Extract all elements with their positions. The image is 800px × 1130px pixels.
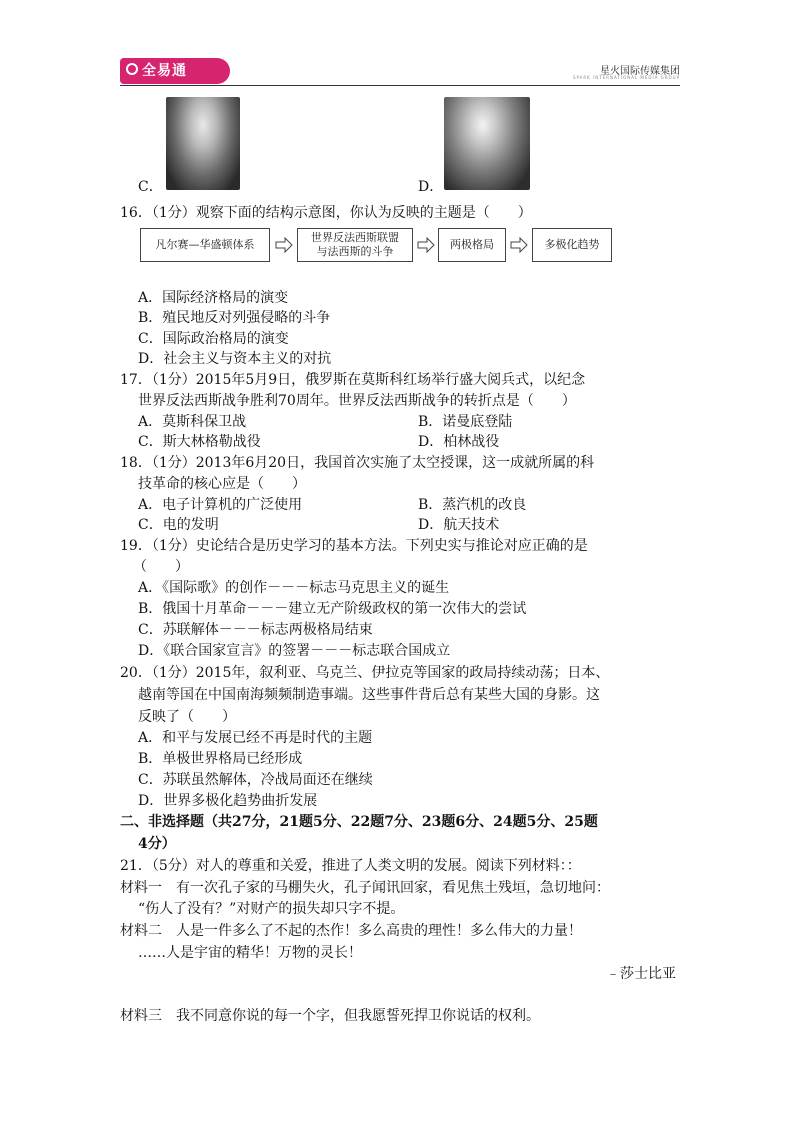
q16-stem: 16．（1分）观察下面的结构示意图，你认为反映的主题是（ ）: [120, 205, 532, 221]
diagram-box-1-text: 凡尔赛—华盛顿体系: [155, 238, 255, 251]
q16-option-a: A．国际经济格局的演变: [138, 290, 289, 306]
diagram-box-4-text: 多极化趋势: [544, 238, 600, 251]
q16-option-d: D．社会主义与资本主义的对抗: [138, 351, 332, 367]
q18-option-d: D．航天技术: [418, 517, 500, 533]
q18-option-a: A．电子计算机的广泛使用: [138, 497, 303, 513]
diagram-box-2-text-1: 世界反法西斯联盟: [311, 231, 399, 244]
q16-diagram: [140, 228, 620, 264]
q16-option-b: B．殖民地反对列强侵略的斗争: [138, 310, 331, 326]
q20-option-a: A．和平与发展已经不再是时代的主题: [138, 730, 373, 746]
q17-stem-line2: 世界反法西斯战争胜利70周年。世界反法西斯战争的转折点是（ ）: [138, 393, 576, 409]
diagram-box-3: [438, 228, 506, 262]
q19-option-c: C．苏联解体－－－标志两极格局结束: [138, 622, 373, 638]
q21-material-2-line2: ……人是宇宙的精华！万物的灵长！: [138, 945, 362, 961]
option-d-label: D．: [418, 179, 444, 195]
q21-material-2-source: ﹣莎士比亚: [606, 966, 676, 982]
q17-option-a: A．莫斯科保卫战: [138, 414, 247, 430]
q18-option-c: C．电的发明: [138, 517, 219, 533]
brand-name: 星火国际传媒集团: [600, 66, 680, 77]
brand-subtitle: SPARK INTERNATIONAL MEDIA GROUP: [572, 75, 680, 80]
q21-material-3: 材料三 我不同意你说的每一个字，但我愿誓死捍卫你说话的权利。: [120, 1008, 540, 1024]
arrow-right-icon: [417, 237, 435, 253]
portrait-d-image: [444, 97, 530, 190]
q19-stem-line1: 19．（1分）史论结合是历史学习的基本方法。下列史实与推论对应正确的是: [120, 538, 588, 554]
q18-stem-line2: 技革命的核心应是（ ）: [138, 476, 306, 492]
q18-option-b: B．蒸汽机的改良: [418, 497, 527, 513]
q19-option-d: D．《联合国家宣言》的签署－－－标志联合国成立: [138, 643, 451, 659]
q17-option-b: B．诺曼底登陆: [418, 414, 513, 430]
q20-stem-line2: 越南等国在中国南海频频制造事端。这些事件背后总有某些大国的身影。这: [138, 687, 600, 703]
q19-option-a: A．《国际歌》的创作－－－标志马克思主义的诞生: [138, 580, 450, 596]
q20-option-d: D．世界多极化趋势曲折发展: [138, 793, 318, 809]
header-divider: [120, 85, 680, 86]
section-2-heading-line2: 4分）: [138, 836, 176, 852]
diagram-box-2: [297, 228, 413, 262]
q19-stem-line2: （ ）: [133, 559, 189, 575]
logo: [120, 58, 230, 84]
section-2-heading-line1: 二、非选择题（共27分，21题5分、22题7分、23题6分、24题5分、25题: [120, 814, 598, 830]
q21-material-1-line1: 材料一 有一次孔子家的马棚失火，孔子闻讯回家，看见焦土残垣，急切地问：: [120, 880, 610, 896]
diagram-box-4: [532, 228, 612, 262]
diagram-box-2-text-2: 与法西斯的斗争: [316, 245, 394, 258]
arrow-right-icon: [275, 237, 293, 253]
option-c-label: C．: [138, 179, 163, 195]
q17-option-c: C．斯大林格勒战役: [138, 434, 261, 450]
q19-option-b: B．俄国十月革命－－－建立无产阶级政权的第一次伟大的尝试: [138, 601, 527, 617]
q21-material-2-line1: 材料二 人是一件多么了不起的杰作！多么高贵的理性！多么伟大的力量！: [120, 923, 582, 939]
q17-stem-line1: 17．（1分）2015年5月9日，俄罗斯在莫斯科红场举行盛大阅兵式，以纪念: [120, 372, 586, 388]
logo-icon: [126, 63, 138, 75]
q17-option-d: D．柏林战役: [418, 434, 500, 450]
logo-text: 全易通: [142, 63, 187, 79]
q21-material-1-line2: “伤人了没有？”对财产的损失却只字不提。: [138, 901, 405, 917]
page-header: [120, 58, 680, 88]
q20-option-c: C．苏联虽然解体，冷战局面还在继续: [138, 772, 373, 788]
q20-option-b: B．单极世界格局已经形成: [138, 751, 303, 767]
q21-stem: 21．（5分）对人的尊重和关爱，推进了人类文明的发展。阅读下列材料：：: [120, 858, 581, 874]
diagram-box-1: [140, 228, 270, 262]
q16-option-c: C．国际政治格局的演变: [138, 331, 289, 347]
diagram-box-3-text: 两极格局: [450, 238, 494, 251]
arrow-right-icon: [510, 237, 528, 253]
q20-stem-line1: 20．（1分）2015年，叙利亚、乌克兰、伊拉克等国家的政局持续动荡；日本、: [120, 665, 610, 681]
q18-stem-line1: 18．（1分）2013年6月20日，我国首次实施了太空授课，这一成就所属的科: [120, 455, 595, 471]
portrait-c-image: [166, 97, 240, 190]
q20-stem-line3: 反映了（ ）: [138, 709, 236, 725]
